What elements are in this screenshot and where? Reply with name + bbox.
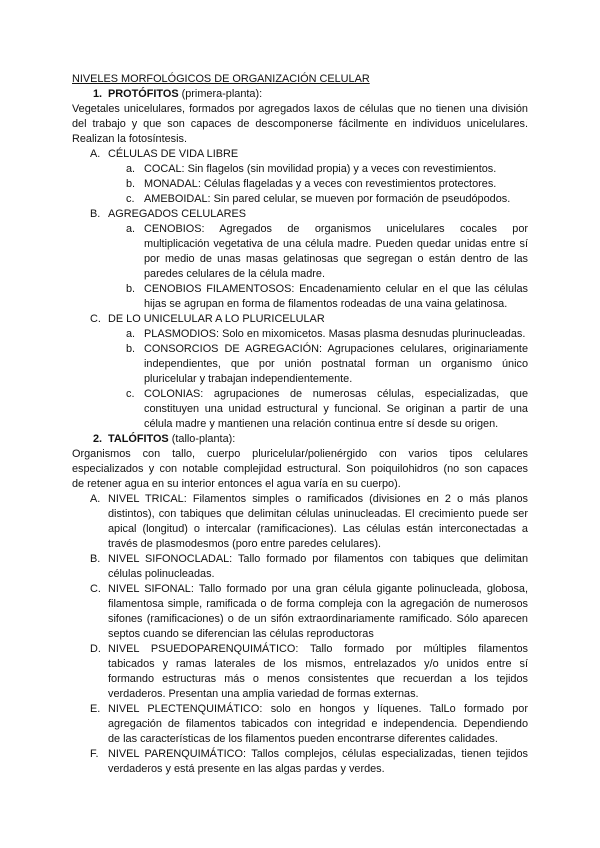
level-item-text: verdaderos y está presente en las algas pardas y verdes.	[108, 763, 385, 775]
list-item-text: COCAL: Sin flagelos (sin movilidad propia) y a veces con revestimientos.	[144, 163, 497, 175]
list-item-text: COLONIAS: agrupaciones de numerosas células, especializadas, que	[144, 388, 528, 400]
subsection-a-heading: CÉLULAS DE VIDA LIBRE	[108, 148, 239, 160]
subsection-c-heading: DE LO UNICELULAR A LO PLURICELULAR	[108, 313, 325, 325]
list-item-label: b.	[126, 343, 136, 355]
list-item-text: paredes celulares de la célula madre.	[144, 268, 326, 280]
subsection-a-label: A.	[90, 148, 101, 160]
level-item-text: tabicados y ramas laterales de los mismos, entrelazados y/o unidos entre sí	[108, 658, 528, 670]
level-item-label: B.	[90, 553, 101, 565]
list-item-text: constituyen una unidad estructural y funcional. Se originan a partir de una	[144, 403, 528, 415]
section-1-paragraph-line: Realizan la fotosíntesis.	[72, 133, 188, 145]
list-item-text: PLASMODIOS: Solo en mixomicetos. Masas plasma desnudas plurinucleadas.	[144, 328, 526, 340]
level-item-text: través de plasmodesmos (poro entre paredes celulares).	[108, 538, 382, 550]
subsection-b-label: B.	[90, 208, 101, 220]
subsection-c-label: C.	[90, 313, 101, 325]
section-1-paragraph-line: del trabajo y que son capaces de descomponerse fácilmente en individuos unicelulares.	[72, 118, 528, 130]
list-item-text: célula madre y mantienen una relación continua entre sí desde su origen.	[144, 418, 499, 430]
section-2-title: TALÓFITOS	[108, 433, 169, 445]
list-item-label: a.	[126, 163, 136, 175]
level-item-text: apical (longitud) o intercalar (ramificaciones). Las células están interconectadas a	[108, 523, 528, 535]
list-item-text: MONADAL: Células flageladas y a veces con revestimientos protectores.	[144, 178, 497, 190]
section-1-subtitle: (primera-planta):	[178, 88, 263, 100]
level-item-label: E.	[90, 703, 101, 715]
subsection-b-heading: AGREGADOS CELULARES	[108, 208, 246, 220]
level-item-text: septos cuando se diferencian las células reproductoras	[108, 628, 374, 640]
list-item-text: CONSORCIOS DE AGREGACIÓN: Agrupaciones celulares, originariamente	[144, 343, 528, 355]
list-item-text: pluricelular y trabajan independientemente.	[144, 373, 353, 385]
level-item-label: D.	[90, 643, 101, 655]
level-item-text: NIVEL PLECTENQUIMÁTICO: solo en hongos y líquenes. TalLo formado por	[108, 703, 528, 715]
level-item-text: NIVEL TRICAL: Filamentos simples o ramificados (divisiones en 2 o más planos	[108, 493, 528, 505]
document-title: NIVELES MORFOLÓGICOS DE ORGANIZACIÓN CELULAR	[72, 73, 370, 85]
level-item-text: NIVEL PSUEDOPARENQUIMÁTICO: Tallo formado por múltiples filamentos	[108, 643, 528, 655]
section-1-title: PROTÓFITOS	[108, 88, 179, 100]
list-item-label: a.	[126, 328, 136, 340]
section-2-paragraph-line: Organismos con tallo, cuerpo pluricelular/polienérgido con varios tipos celulares	[72, 448, 528, 460]
section-1-paragraph-line: Vegetales unicelulares, formados por agregados laxos de células que no tienen una división	[72, 103, 528, 115]
level-item-text: filamentosa simple, ramificada o de forma compleja con la agregación de numerosos	[108, 598, 528, 610]
section-2-heading	[108, 432, 235, 447]
section-2-number: 2.	[93, 433, 103, 445]
level-item-text: células polinucleadas.	[108, 568, 215, 580]
list-item-text: independientes, que por unión postnatal forman un organismo único	[144, 358, 528, 370]
level-item-label: F.	[90, 748, 99, 760]
level-item-label: C.	[90, 583, 101, 595]
section-1-number: 1.	[93, 88, 103, 100]
list-item-label: b.	[126, 178, 136, 190]
list-item-text: AMEBOIDAL: Sin pared celular, se mueven por formación de pseudópodos.	[144, 193, 511, 205]
level-item-text: distintos), con tabiques que delimitan células uninucleadas. El crecimiento puede ser	[108, 508, 528, 520]
level-item-label: A.	[90, 493, 101, 505]
level-item-text: agregación de filamentos tabicados con integridad e independencia. Dependiendo	[108, 718, 528, 730]
section-2-paragraph-line: especializados y con notable complejidad estructural. Son poiquilohidros (no son capaces	[72, 463, 528, 475]
list-item-text: multiplicación vegetativa de una célula madre. Pueden quedar unidas entre sí	[144, 238, 528, 250]
level-item-text: sifones (ramificaciones) o de un sifón extraordinariamente ramificado. Sólo aparecen	[108, 613, 528, 625]
level-item-text: verdaderos. Presentan una amplia variedad de formas externas.	[108, 688, 419, 700]
list-item-label: a.	[126, 223, 136, 235]
level-item-text: NIVEL SIFONOCLADAL: Tallo formado por filamentos con tabiques que delimitan	[108, 553, 528, 565]
list-item-text: hijas se agrupan en forma de filamentos rodeadas de una vaina gelatinosa.	[144, 298, 508, 310]
level-item-text: NIVEL PARENQUIMÁTICO: Tallos complejos, células especializadas, tienen tejidos	[108, 748, 528, 760]
section-1-heading	[108, 87, 262, 102]
list-item-text: CENOBIOS FILAMENTOSOS: Encadenamiento celular en el que las células	[144, 283, 528, 295]
list-item-text: CENOBIOS: Agregados de organismos unicelulares cocales por	[144, 223, 528, 235]
level-item-text: formando estructuras más o menos consistentes que recuerdan a los tejidos	[108, 673, 528, 685]
list-item-label: c.	[126, 388, 135, 400]
list-item-label: c.	[126, 193, 135, 205]
list-item-label: b.	[126, 283, 136, 295]
section-2-paragraph-line: de retener agua en su interior entonces el agua varía en su cuerpo).	[72, 478, 401, 490]
section-2-subtitle: (tallo-planta):	[168, 433, 236, 445]
list-item-text: por medio de unas masas gelatinosas que segregan o están dentro de las	[144, 253, 528, 265]
level-item-text: NIVEL SIFONAL: Tallo formado por una gran célula gigante polinucleada, globosa,	[108, 583, 528, 595]
level-item-text: de las características de los filamentos pueden encontrarse diferentes calidades.	[108, 733, 498, 745]
